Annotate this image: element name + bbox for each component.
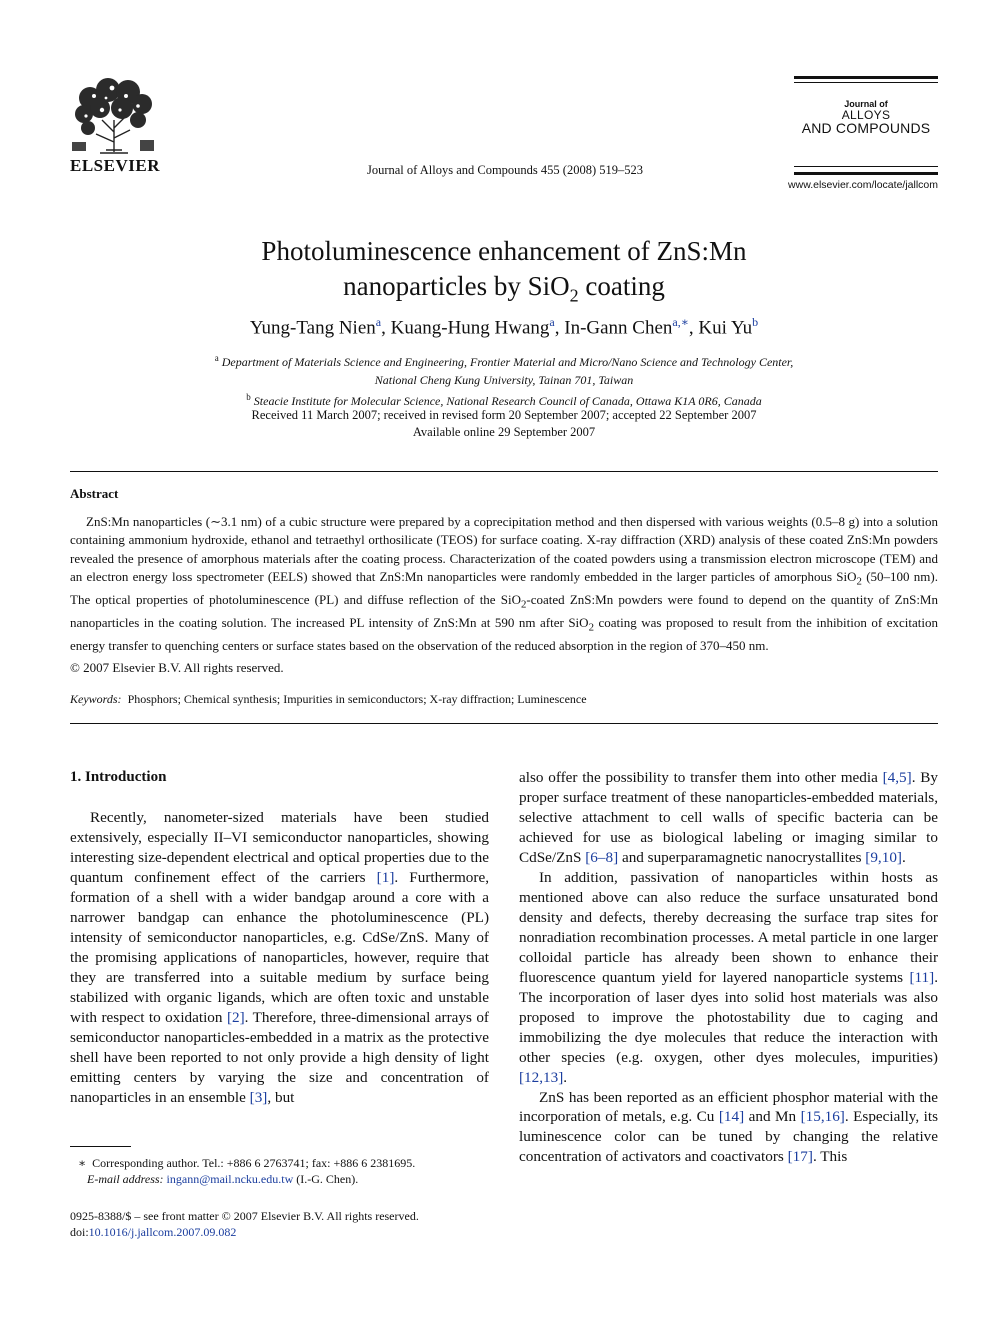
citation-link[interactable]: [1] [376, 868, 395, 886]
doi-link[interactable]: 10.1016/j.jallcom.2007.09.082 [88, 1225, 237, 1239]
affiliation-b: Steacie Institute for Molecular Science, National Research Council of Canada, Ottawa K1A 0R6, Canada [253, 394, 762, 408]
journal-name-line2: ALLOYS [841, 108, 891, 122]
body-column-left [70, 808, 489, 1108]
affiliation-mark[interactable]: a [549, 315, 555, 329]
section-heading-introduction: 1. Introduction [70, 769, 167, 785]
masthead-rule [794, 76, 938, 79]
citation-link[interactable]: [15,16] [800, 1108, 845, 1126]
article-title: Photoluminescence enhancement of ZnS:Mn nanoparticles by SiO$_2$ coating [261, 236, 747, 306]
keywords [70, 692, 938, 707]
masthead-rule [794, 166, 938, 167]
available-date: Available online 29 September 2007 [412, 425, 596, 439]
body-column-right [519, 768, 938, 1167]
issn-line: 0925-8388/$ – see front matter © 2007 Elsevier B.V. All rights reserved. [70, 1209, 419, 1223]
citation-link[interactable]: [6–8] [585, 848, 619, 866]
affiliation-mark[interactable]: b [752, 315, 759, 329]
article-dates [120, 407, 888, 441]
journal-name-line1: Journal of [844, 99, 888, 109]
journal-citation: Journal of Alloys and Compounds 455 (2008) 519–523 [366, 163, 644, 177]
citation-link[interactable]: [9,10] [865, 848, 902, 866]
masthead-rule [794, 82, 938, 83]
section-rule [70, 471, 938, 472]
front-matter: 0925-8388/$ – see front matter © 2007 Elsevier B.V. All rights reserved. doi:10.1016/j.jallcom.2007.09.082 [70, 1209, 419, 1239]
elsevier-logo [68, 76, 162, 176]
received-dates: Received 11 March 2007; received in revised form 20 September 2007; accepted 22 September 2007 [251, 408, 757, 422]
abstract-text: ZnS:Mn nanoparticles (∼3.1 nm) of a cubic structure were prepared by a coprecipitation method and then dispersed with various weights (0.5–8 g) into a solution containing ammonium hydroxide, ethanol and tetraethyl orthosilicate (TEOS) for surface coating. X-ray diffraction (XRD) analysis of these coated ZnS:Mn powders revealed the presence of amorphous materials after the coating process. Characterization of the coated powders using a transmission electron microscope (TEM) and an electron energy loss spectrometer (EELS) showed that ZnS:Mn nanoparticles were randomly embedded in the larger particles of amorphous SiO$_2$ (50–100 nm). The optical properties of photoluminescence (PL) and diffuse reflection of the SiO$_2$-coated ZnS:Mn powders were found to depend on the quantity of ZnS:Mn nanoparticles in the coating solution. The increased PL intensity of ZnS:Mn at 590 nm after SiO$_2$ coating was proposed to result from the inhibition of excitation energy transfer to quenching centers or surface states based on the observation of the reduced absorption in the region of 370–450 nm. [70, 514, 938, 653]
paragraph: Recently, nanometer-sized materials have been studied extensively, especially II–VI semiconductor nanoparticles, showing interesting size-dependent electrical and optical properties due to the quantum confinement effect of the carriers [1]. Furthermore, formation of a shell with a wider bandgap around a core with a narrower bandgap can enhance the photoluminescence (PL) intensity of semiconductor nanoparticles, e.g. CdSe/ZnS. Many of the promising applications of nanoparticles, however, require that they are transferred into a suitable medium by surface being stabilized with organic ligands, which are often toxic and unstable with respect to oxidation [2]. Therefore, three-dimensional arrays of semiconductor nanoparticles-embedded in a matrix as the protective shell have been reported to not only provide a high density of light emitting centers by varying the size and concentration of nanoparticles in an ensemble [3], but [70, 809, 489, 1106]
affiliation-a: Department of Materials Science and Engineering, Frontier Material and Micro/Nano Science and Technology Center, [221, 355, 794, 369]
paragraph: ZnS has been reported as an efficient phosphor material with the incorporation of metals, e.g. Cu [14] and Mn [15,16]. Especially, its luminescence color can be tuned by changing the relative concentration of activators and coactivators [17]. This [519, 1088, 939, 1166]
author-name[interactable]: In-Gann Chen [564, 317, 673, 339]
journal-url[interactable]: www.elsevier.com/locate/jallcom [788, 179, 938, 191]
citation-link[interactable]: [12,13] [519, 1068, 564, 1086]
author-name[interactable]: Kuang-Hung Hwang [390, 317, 550, 339]
citation-link[interactable]: [17] [787, 1148, 813, 1166]
elsevier-tree-icon [68, 76, 160, 154]
author-name[interactable]: Yung-Tang Nien [249, 317, 376, 339]
footnote-rule [70, 1146, 131, 1147]
publisher-wordmark: ELSEVIER [70, 156, 160, 175]
citation-link[interactable]: [4,5] [882, 769, 912, 786]
journal-name-line3: AND COMPOUNDS [801, 120, 931, 136]
corresponding-author-footnote: ∗ Corresponding author. Tel.: +886 6 2763741; fax: +886 6 2381695. E-mail address: ingann@mail.ncku.edu.tw (I.-G. Chen). [78, 1156, 416, 1186]
affiliations: $^a$ Department of Materials Science and Engineering, Frontier Material and Micro/Nano Science and Technology Center, National Cheng Kung University, Tainan 701, Taiwan $^b$ Steacie Institute for Molecular Science, National Research Council of Canada, Ottawa K1A 0R6, Canada [214, 353, 794, 408]
masthead-rule [794, 172, 938, 175]
affiliation-mark[interactable]: a,∗ [672, 315, 689, 329]
email-link[interactable]: ingann@mail.ncku.edu.tw [166, 1172, 294, 1186]
citation-link[interactable]: [14] [718, 1108, 745, 1126]
paragraph: In addition, passivation of nanoparticles within hosts as mentioned above can also reduce the surface unsaturated bond density and defects, thereby decreasing the surface trap sites for nonradiation recombination processes. A metal particle in one larger colloidal particle has already been shown to enhance their fluorescence quantum yield for layered nanoparticle systems [11]. The incorporation of laser dyes into solid host materials was also proposed to improve the photostability due to caging and immobilizing the dye molecules that reduce the interaction with other species (e.g. oxygen, other dyes molecules, impurities) [12,13]. [519, 868, 938, 1086]
abstract-copyright: © 2007 Elsevier B.V. All rights reserved. [70, 660, 284, 675]
section-rule [70, 723, 938, 724]
citation-link[interactable]: [3] [249, 1088, 268, 1106]
keywords-list: Phosphors; Chemical synthesis; Impurities in semiconductors; X-ray diffraction; Luminescence [127, 692, 587, 706]
title-line1: Photoluminescence enhancement of ZnS:Mn [261, 236, 747, 266]
affiliation-mark[interactable]: a [375, 315, 382, 329]
abstract-heading: Abstract [70, 486, 119, 501]
email-label: E-mail address: [87, 1172, 164, 1186]
citation-link[interactable]: [11] [909, 968, 935, 986]
footnote-mark: ∗ [78, 1156, 87, 1170]
journal-masthead [794, 100, 938, 135]
citation-link[interactable]: [2] [226, 1008, 245, 1026]
keywords-label: Keywords: [70, 692, 122, 706]
author-name[interactable]: Kui Yu [698, 317, 753, 339]
author-list: Yung-Tang Nien$^a$, Kuang-Hung Hwang$^a$, In-Gann Chen$^{a,∗}$, Kui Yu$^b$ [249, 315, 759, 339]
paragraph: also offer the possibility to transfer them into other media [4,5]. By proper surface treatment of these nanoparticles-embedded materials, selective attachment to cell walls of specific bacteria can be achieved for use as biological labeling or imaging similar to CdSe/ZnS [6–8] and superparamagnetic nanocrystallites [9,10]. [519, 769, 938, 866]
